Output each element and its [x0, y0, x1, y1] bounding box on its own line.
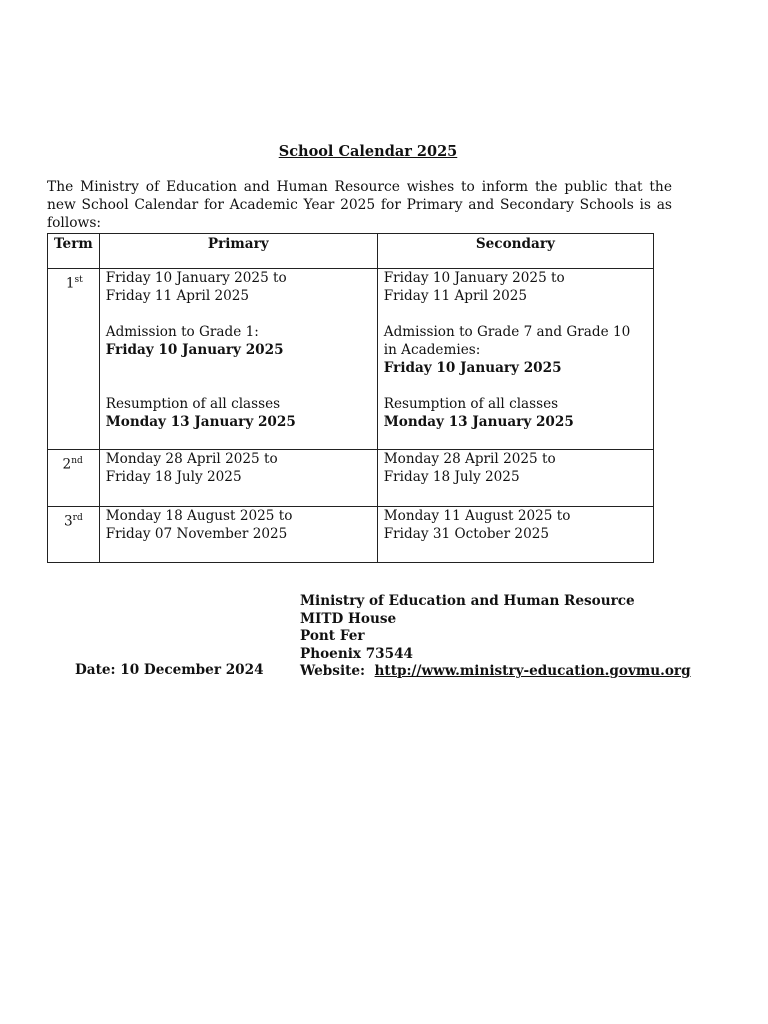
secondary-resumption-label: Resumption of all classes	[383, 396, 559, 412]
primary-resumption-label: Resumption of all classes	[105, 396, 281, 412]
secondary-admission-date: Friday 10 January 2025	[383, 360, 562, 376]
header-term: Term	[48, 234, 100, 269]
city-postcode: Phoenix 73544	[300, 645, 413, 662]
website-label: Website:	[300, 663, 366, 679]
street-name: Pont Fer	[300, 628, 365, 644]
intro-paragraph: The Ministry of Education and Human Resource wishes to inform the public that the new School Calendar for Academic Year 2025 for Primary and Secondary Schools is as follows:	[47, 179, 672, 231]
term-ordinal: rd	[72, 513, 83, 523]
primary-admission-date: Friday 10 January 2025	[105, 342, 284, 358]
building-name: MITD House	[300, 610, 397, 627]
ministry-address-block	[300, 592, 691, 680]
secondary-resumption-date: Monday 13 January 2025	[383, 414, 574, 430]
primary-dates-end: Friday 11 April 2025	[105, 288, 250, 304]
secondary-dates-end: Friday 18 July 2025	[383, 469, 520, 485]
term-ordinal: st	[74, 275, 83, 285]
term-number: 1	[65, 275, 75, 292]
table-row	[48, 507, 654, 563]
secondary-cell	[377, 269, 653, 450]
term-number: 2	[62, 456, 72, 473]
website-link[interactable]: http://www.ministry-education.govmu.org	[374, 663, 691, 679]
table-header-row	[48, 234, 654, 269]
secondary-admission-label-cont: in Academies:	[383, 342, 481, 358]
primary-dates-end: Friday 07 November 2025	[105, 526, 288, 542]
secondary-dates-end: Friday 11 April 2025	[383, 288, 528, 304]
secondary-dates-start: Monday 28 April 2025 to	[383, 451, 556, 467]
term-number: 3	[64, 513, 73, 530]
term-cell	[48, 269, 100, 450]
term-ordinal: nd	[71, 456, 83, 466]
primary-cell	[99, 269, 377, 450]
secondary-dates-end: Friday 31 October 2025	[383, 526, 550, 542]
table-row	[48, 269, 654, 450]
secondary-cell	[377, 450, 653, 507]
primary-cell	[99, 507, 377, 563]
header-primary: Primary	[99, 234, 377, 269]
secondary-dates-start: Friday 10 January 2025 to	[383, 270, 565, 286]
term-cell	[48, 450, 100, 507]
header-secondary: Secondary	[377, 234, 653, 269]
secondary-admission-label: Admission to Grade 7 and Grade 10	[383, 324, 631, 340]
org-name: Ministry of Education and Human Resource	[300, 593, 635, 609]
primary-dates-start: Monday 18 August 2025 to	[105, 508, 293, 524]
primary-resumption-date: Monday 13 January 2025	[105, 414, 296, 430]
primary-admission-label: Admission to Grade 1:	[105, 324, 259, 340]
table-row	[48, 450, 654, 507]
document-date: Date: 10 December 2024	[75, 662, 264, 678]
primary-cell	[99, 450, 377, 507]
secondary-cell	[377, 507, 653, 563]
primary-dates-end: Friday 18 July 2025	[105, 469, 242, 485]
page-title: School Calendar 2025	[278, 143, 458, 160]
calendar-table	[47, 233, 654, 563]
primary-dates-start: Monday 28 April 2025 to	[105, 451, 278, 467]
primary-dates-start: Friday 10 January 2025 to	[105, 270, 287, 286]
secondary-dates-start: Monday 11 August 2025 to	[383, 508, 571, 524]
website-line	[300, 662, 691, 680]
term-cell	[48, 507, 100, 563]
